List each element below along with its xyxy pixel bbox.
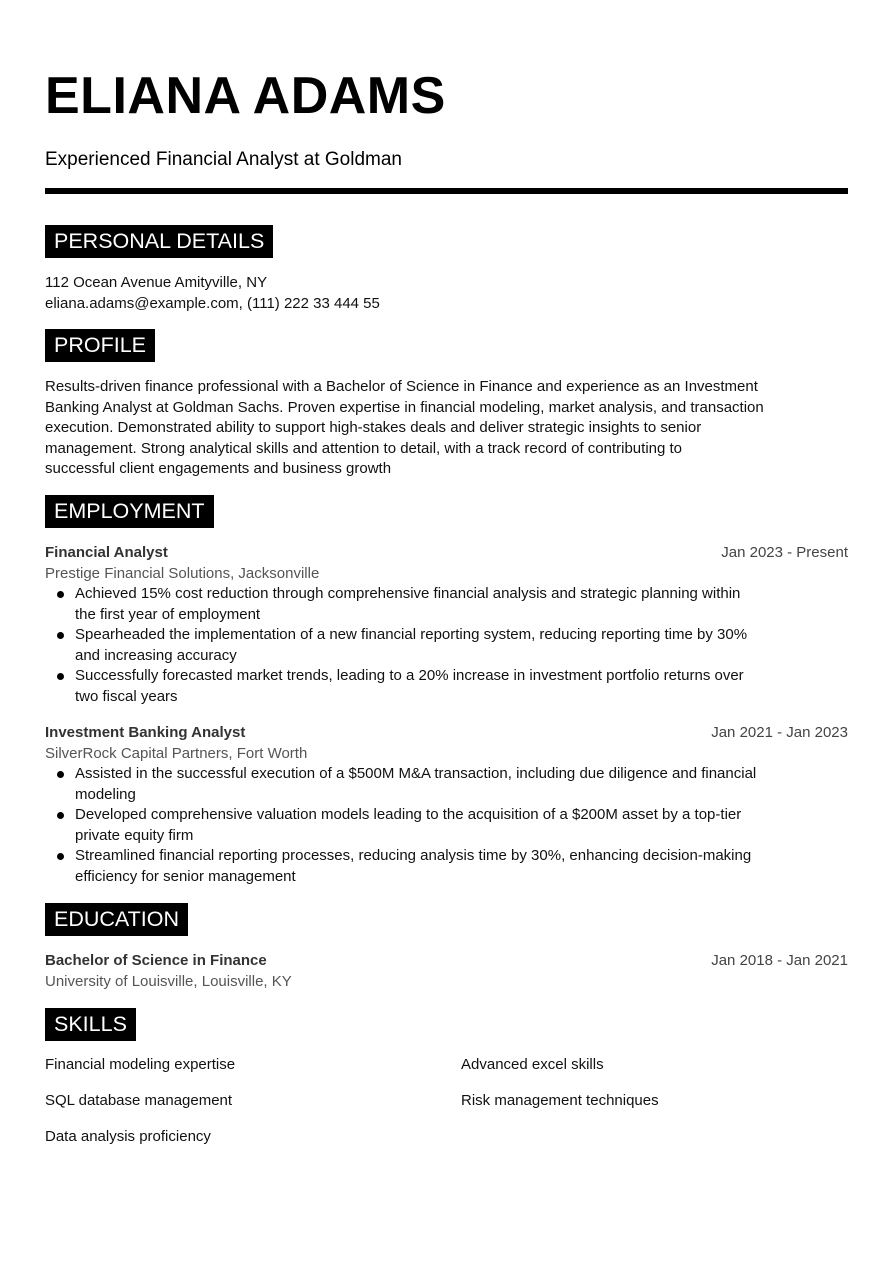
section-title-education: EDUCATION bbox=[45, 903, 188, 936]
bullet-icon bbox=[57, 812, 64, 819]
bullet-icon bbox=[57, 853, 64, 860]
bullet-icon bbox=[57, 632, 64, 639]
job-title: Financial Analyst bbox=[45, 544, 168, 561]
section-title-personal-details: PERSONAL DETAILS bbox=[45, 225, 273, 258]
list-item: Spearheaded the implementation of a new financial reporting system, reducing reporting time by 30% and increasing accuracy bbox=[45, 625, 848, 666]
skill-item: SQL database management bbox=[45, 1092, 233, 1109]
skill-item: Financial modeling expertise bbox=[45, 1056, 236, 1073]
list-item: Achieved 15% cost reduction through comprehensive financial analysis and strategic planning within the first year of employment bbox=[45, 584, 848, 625]
degree-title: Bachelor of Science in Finance bbox=[45, 952, 267, 969]
bullet-icon bbox=[57, 673, 64, 680]
skill-item: Risk management techniques bbox=[461, 1092, 659, 1109]
candidate-name: ELIANA ADAMS bbox=[45, 67, 446, 125]
school-name: University of Louisville, Louisville, KY bbox=[45, 973, 292, 990]
job-title: Investment Banking Analyst bbox=[45, 724, 246, 741]
job-dates: Jan 2023 - Present bbox=[721, 544, 848, 561]
address: 112 Ocean Avenue Amityville, NY bbox=[45, 274, 268, 291]
bullet-icon bbox=[57, 591, 64, 598]
job-achievements bbox=[45, 584, 848, 708]
profile-line: execution. Demonstrated ability to support high-stakes deals and deliver strategic insights to senior bbox=[45, 419, 702, 437]
section-title-employment: EMPLOYMENT bbox=[45, 495, 214, 528]
profile-line: Results-driven finance professional with a Bachelor of Science in Finance and experience as an Investment bbox=[45, 378, 758, 395]
bullet-icon bbox=[57, 771, 64, 778]
candidate-headline: Experienced Financial Analyst at Goldman bbox=[45, 149, 402, 170]
personal-details bbox=[45, 273, 848, 314]
skill-item: Data analysis proficiency bbox=[45, 1128, 211, 1145]
list-item: Developed comprehensive valuation models leading to the acquisition of a $200M asset by a top-tier private equity firm bbox=[45, 805, 848, 846]
header-divider bbox=[45, 188, 848, 194]
profile-line: successful client engagements and business growth bbox=[45, 460, 392, 478]
profile-summary bbox=[45, 377, 848, 480]
section-title-profile: PROFILE bbox=[45, 329, 155, 362]
job-company: SilverRock Capital Partners, Fort Worth bbox=[45, 745, 308, 762]
job-achievements bbox=[45, 764, 848, 888]
list-item: Assisted in the successful execution of a $500M M&A transaction, including due diligence and financial modeling bbox=[45, 764, 848, 805]
job-dates: Jan 2021 - Jan 2023 bbox=[711, 724, 848, 741]
list-item: Successfully forecasted market trends, leading to a 20% increase in investment portfolio returns over two fiscal years bbox=[45, 666, 848, 707]
section-title-skills: SKILLS bbox=[45, 1008, 136, 1041]
profile-line: management. Strong analytical skills and attention to detail, with a track record of contributing to bbox=[45, 439, 683, 457]
contact-info: eliana.adams@example.com, (111) 222 33 444 55 bbox=[45, 294, 380, 312]
profile-line: Banking Analyst at Goldman Sachs. Proven expertise in financial modeling, market analysis, and transaction bbox=[45, 398, 764, 416]
list-item: Streamlined financial reporting processes, reducing analysis time by 30%, enhancing decision-making efficiency for senior management bbox=[45, 846, 848, 887]
skill-item: Advanced excel skills bbox=[461, 1056, 604, 1073]
education-dates: Jan 2018 - Jan 2021 bbox=[711, 952, 848, 969]
job-company: Prestige Financial Solutions, Jacksonville bbox=[45, 565, 320, 582]
